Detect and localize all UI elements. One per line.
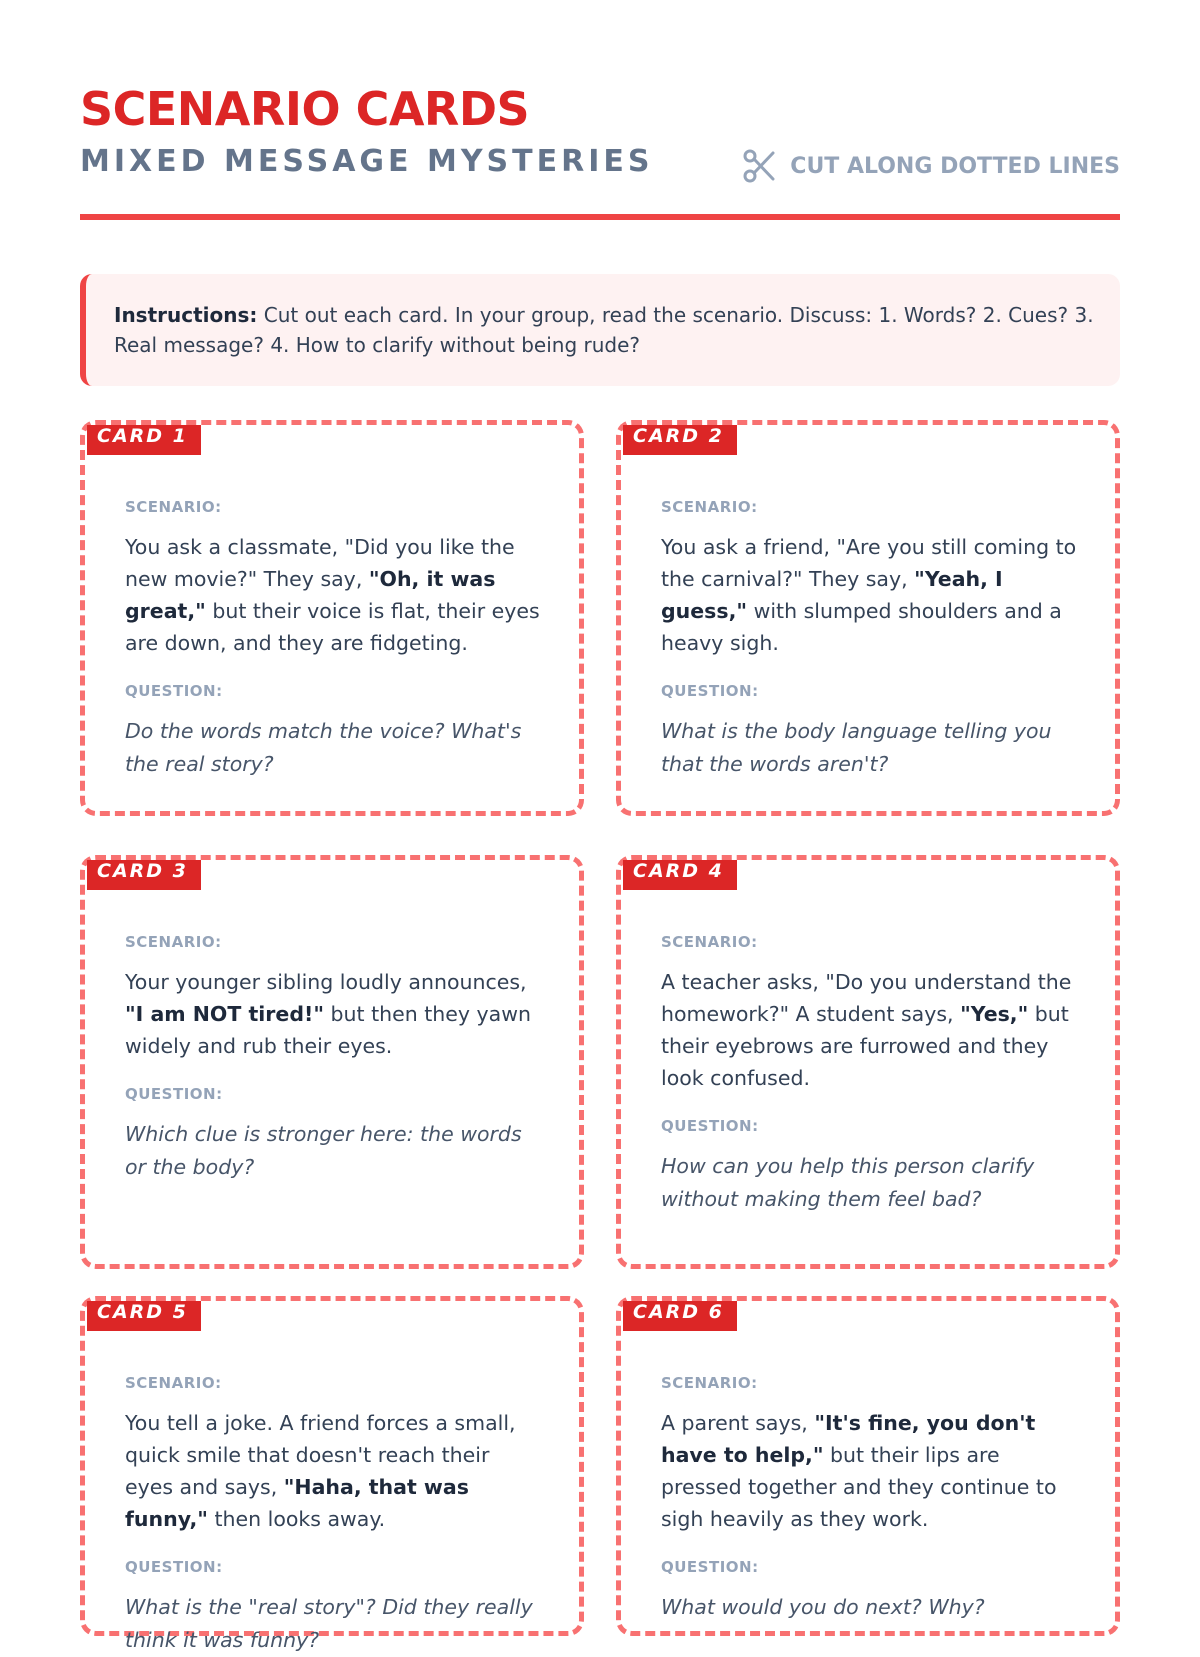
scenario-card: [80, 1296, 584, 1652]
question-label: QUESTION:: [125, 1558, 223, 1576]
scenario-text-start: A teacher asks, "Do you understand the homework?" A student says,: [661, 970, 1072, 1026]
cut-instruction: [742, 146, 1120, 186]
scenario-text-end: but their lips are pressed together and they continue to sigh heavily as they work.: [661, 1443, 1057, 1531]
scenario-text-end: then looks away.: [207, 1507, 386, 1531]
card-number-tag: CARD 3: [87, 860, 201, 890]
worksheet-page: [80, 0, 1120, 1652]
scenario-text-start: You ask a friend, "Are you still coming to the carnival?" They say,: [661, 535, 1077, 591]
card-body: [661, 932, 1077, 1216]
question-label: QUESTION:: [125, 1085, 223, 1103]
card-body: [125, 932, 541, 1184]
scenario-text: [125, 531, 541, 659]
scenario-quote: "Yeah, I guess,": [661, 567, 1003, 623]
page-subtitle: MIXED MESSAGE MYSTERIES: [80, 144, 654, 179]
card-number-tag: CARD 1: [87, 425, 201, 455]
scenario-text-end: but their eyebrows are furrowed and they look confused.: [661, 1002, 1069, 1090]
question-label: QUESTION:: [661, 1558, 759, 1576]
scenario-text-start: Your younger sibling loudly announces,: [125, 970, 527, 994]
card-number-tag: CARD 6: [623, 1301, 737, 1331]
scenario-card: [80, 855, 584, 1269]
card-number-tag: CARD 2: [623, 425, 737, 455]
scenario-text-end: but their voice is flat, their eyes are down, and they are fidgeting.: [125, 599, 540, 655]
instructions-label: Instructions:: [114, 303, 258, 327]
question-text: What would you do next? Why?: [661, 1595, 985, 1619]
question-text: What is the body language telling you that the words aren't?: [661, 719, 1052, 776]
instructions-box: [80, 274, 1120, 386]
card-body: [125, 497, 541, 781]
question-text: What is the "real story"? Did they really think it was funny?: [125, 1595, 533, 1652]
question-text: Which clue is stronger here: the words or the body?: [125, 1122, 522, 1179]
scenario-text-start: You tell a joke. A friend forces a small, quick smile that doesn't reach their eyes and says,: [125, 1411, 516, 1499]
scenario-text-start: You ask a classmate, "Did you like the new movie?" They say,: [125, 535, 515, 591]
scenario-text: [125, 966, 541, 1062]
question-label: QUESTION:: [125, 682, 223, 700]
scenario-label: SCENARIO:: [661, 498, 758, 516]
question-label: QUESTION:: [661, 1117, 759, 1135]
card-body: [661, 497, 1077, 781]
scenario-text: [661, 531, 1077, 659]
scenario-quote: "Oh, it was great,": [125, 567, 496, 623]
scenario-quote: "Yes,": [960, 1002, 1029, 1026]
scenario-quote: "I am NOT tired!": [125, 1002, 325, 1026]
scenario-text: [661, 1407, 1077, 1535]
scissors-icon: [742, 148, 776, 184]
card-number-tag: CARD 4: [623, 860, 737, 890]
instructions-text: Cut out each card. In your group, read the scenario. Discuss: 1. Words? 2. Cues? 3. Real message? 4. How to clarify without being rude?: [114, 303, 1094, 357]
scenario-text-end: with slumped shoulders and a heavy sigh.: [661, 599, 1062, 655]
card-body: [661, 1373, 1077, 1624]
cut-instruction-label: CUT ALONG DOTTED LINES: [790, 153, 1120, 179]
scenario-card: [80, 420, 584, 816]
scenario-text: [661, 966, 1077, 1094]
card-body: [125, 1373, 541, 1657]
header-divider: [80, 214, 1120, 220]
page-title: SCENARIO CARDS: [80, 82, 530, 136]
question-label: QUESTION:: [661, 682, 759, 700]
question-text: How can you help this person clarify without making them feel bad?: [661, 1154, 1035, 1211]
scenario-label: SCENARIO:: [125, 933, 222, 951]
scenario-card: [616, 855, 1120, 1269]
scenario-text-end: but then they yawn widely and rub their eyes.: [125, 1002, 532, 1058]
card-number-tag: CARD 5: [87, 1301, 201, 1331]
scenario-card: [616, 420, 1120, 816]
question-text: Do the words match the voice? What's the real story?: [125, 719, 522, 776]
scenario-text-start: A parent says,: [661, 1411, 815, 1435]
scenario-label: SCENARIO:: [661, 933, 758, 951]
scenario-text: [125, 1407, 541, 1535]
scenario-quote: "It's fine, you don't have to help,": [661, 1411, 1036, 1467]
scenario-label: SCENARIO:: [125, 498, 222, 516]
scenario-label: SCENARIO:: [661, 1374, 758, 1392]
scenario-card: [616, 1296, 1120, 1636]
scenario-quote: "Haha, that was funny,": [125, 1475, 469, 1531]
scenario-label: SCENARIO:: [125, 1374, 222, 1392]
